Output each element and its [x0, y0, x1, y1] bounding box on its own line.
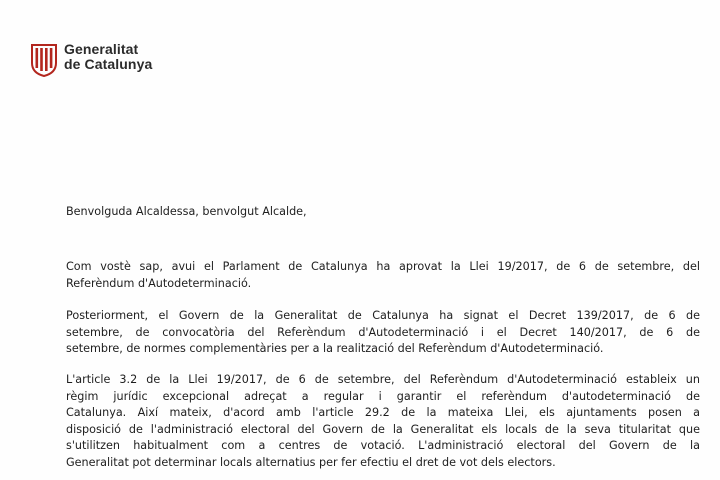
- paragraph-line: L'article 3.2 de la Llei 19/2017, de 6 de setembre, del Referèndum d'Autodeterminació estableix un: [66, 373, 700, 386]
- organization-name-line2: de Catalunya: [64, 56, 153, 72]
- letter-greeting: Benvolguda Alcaldessa, benvolgut Alcalde,: [66, 205, 307, 218]
- paragraph-line: Generalitat pot determinar locals alternatius per fer efectiu el dret de vot dels electors.: [66, 455, 556, 469]
- paragraph-line: Referèndum d'Autodeterminació.: [66, 276, 252, 290]
- paragraph-line: setembre, de convocatòria del Referèndum d'Autodeterminació i el Decret 140/2017, de 6 de: [66, 325, 700, 339]
- paragraph-2: [66, 308, 700, 358]
- paragraph-line: Com vostè sap, avui el Parlament de Catalunya ha aprovat la Llei 19/2017, de 6 de setembre, del: [66, 260, 700, 273]
- paragraph-3: [66, 372, 700, 471]
- paragraph-line: Catalunya. Així mateix, d'acord amb l'article 29.2 de la mateixa Llei, els ajuntaments posen a: [66, 406, 700, 419]
- letterhead: [30, 42, 152, 77]
- paragraph-line: setembre, de normes complementàries per a la realització del Referèndum d'Autodeterminació.: [66, 342, 604, 355]
- organization-name: [64, 42, 152, 72]
- paragraph-line: s'utilitzen habitualment com a centres de votació. L'administració electoral del Govern de la: [66, 439, 700, 452]
- paragraph-1: [66, 259, 700, 292]
- senyera-logo-icon: [30, 43, 58, 77]
- organization-name-line1: Generalitat: [64, 41, 139, 57]
- paragraph-line: règim jurídic excepcional adreçat a regular i garantir el referèndum d'autodeterminació de: [66, 389, 700, 403]
- paragraph-line: disposició de l'administració electoral del Govern de la Generalitat els locals de la seva titularitat que: [66, 422, 700, 436]
- paragraph-line: Posteriorment, el Govern de la Generalitat de Catalunya ha signat el Decret 139/2017, de 6 de: [66, 309, 700, 322]
